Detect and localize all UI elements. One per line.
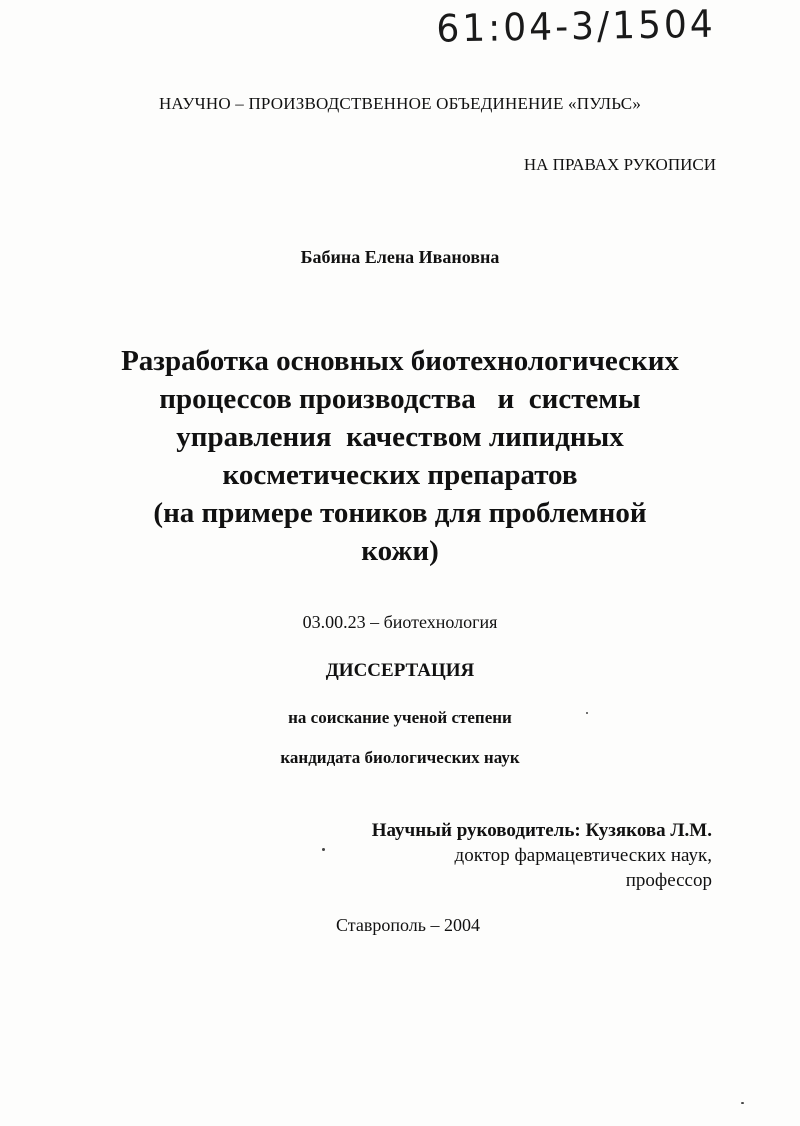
advisor-lead: Научный руководитель: Кузякова Л.М. (371, 820, 712, 841)
scan-speck (586, 712, 588, 714)
advisor-rank: доктор фармацевтических наук, (454, 845, 712, 866)
advisor-position: профессор (625, 870, 712, 891)
title-line: (на примере тоников для проблемной (153, 497, 647, 529)
document-type: ДИССЕРТАЦИЯ (325, 660, 475, 681)
title-line: Разработка основных биотехнологических (121, 345, 679, 377)
title-line: косметических препаратов (222, 459, 578, 491)
title-line: кожи) (361, 535, 439, 567)
scan-speck (322, 848, 325, 851)
author-name: Бабина Елена Ивановна (300, 247, 500, 267)
degree-line-2: кандидата биологических наук (280, 748, 520, 767)
scientific-advisor (372, 818, 712, 893)
manuscript-rights-note: НА ПРАВАХ РУКОПИСИ (523, 155, 716, 174)
title-line: процессов производства и системы (159, 383, 641, 415)
thesis-title (60, 342, 740, 570)
city-year: Ставрополь – 2004 (336, 915, 480, 935)
scan-speck (741, 1102, 744, 1104)
degree-line-1: на соискание ученой степени (288, 708, 512, 727)
organization-name: НАУЧНО – ПРОИЗВОДСТВЕННОЕ ОБЪЕДИНЕНИЕ «ПУЛЬС» (158, 94, 642, 113)
specialty-code: 03.00.23 – биотехнология (302, 612, 498, 632)
archive-stamp: 61:04-3/1504 (436, 3, 717, 52)
title-line: управления качеством липидных (176, 421, 624, 453)
